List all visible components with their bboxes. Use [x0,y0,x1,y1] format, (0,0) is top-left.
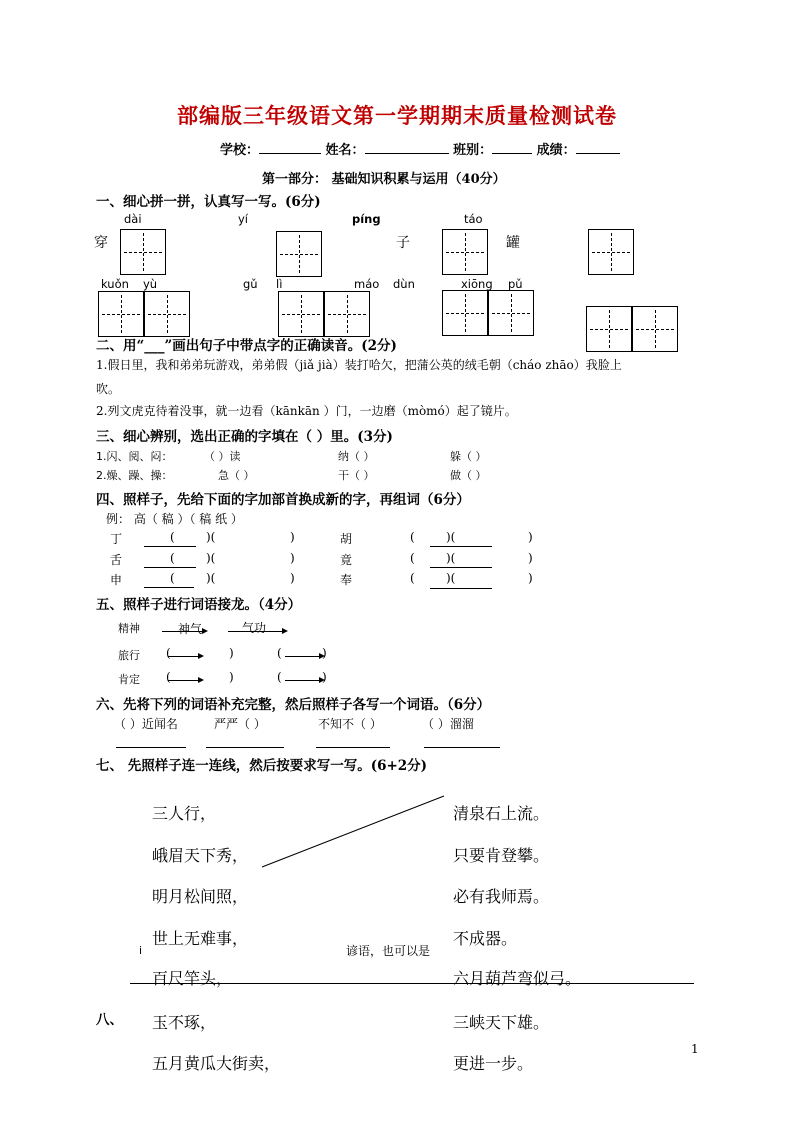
stray-char: i [139,944,143,957]
pinyin-ping: píng [352,212,381,226]
s5-example-1: 神气 [178,622,203,636]
pinyin-mao: máo [354,277,380,291]
paren: ( [277,646,282,660]
section4-example: 例： 高（ 稿 ）（ 稿 纸 ） [106,512,243,526]
paren: ( [410,530,415,544]
paren: ) [229,646,234,660]
paren: ) [290,551,295,565]
paren: )( [206,530,216,544]
score-label: 成绩： [536,143,576,158]
poem-left-line: 明月松间照， [152,887,249,906]
poem-left-line: 玉不琢， [152,1013,217,1032]
page-number: 1 [691,1042,699,1056]
section4-heading: 四、照样子，先给下面的字加部首换成新的字，再组词（6分） [96,492,470,508]
paren: ( [277,670,282,684]
paren: ) [322,646,327,660]
pinyin-yi: yí [238,212,249,226]
paren: )( [446,551,456,565]
section6-heading: 六、先将下列的词语补充完整，然后照样子各写一个词语。（6分） [96,697,491,713]
poem-right-line: 只要肯登攀。 [453,846,550,865]
section7-heading: 七、 先照样子连一连线，然后按要求写一写。(6+2分) [96,758,428,774]
s3-row2-c: 干（ ） [338,469,375,482]
s5-word: 旅行 [118,649,140,662]
char-zi: 子 [396,235,410,251]
poem-right-line: 更进一步。 [453,1054,534,1073]
paren: ( [170,571,175,585]
s4-char: 奉 [340,573,353,587]
s5-word: 精神 [118,622,140,635]
paren: ) [322,670,327,684]
section8-heading: 八、 [96,1012,123,1028]
s3-row2-b: 急（ ） [218,469,255,482]
pinyin-dai: dài [124,212,142,226]
paren: ) [528,530,533,544]
paren: )( [446,571,456,585]
poem-right-line: 清泉石上流。 [453,804,550,823]
paren: ) [528,551,533,565]
pinyin-gu: gǔ [243,277,258,291]
paren: ) [290,571,295,585]
section2-line1: 1.假日里，我和弟弟玩游戏，弟弟假（jiǎ jià）装打哈欠，把蒲公英的绒毛朝（cháo zhāo）我脸上 [96,358,622,372]
paren: ) [290,530,295,544]
section2-line2: 2.列文虎克待着没事，就一边看（kānkān ）门，一边磨（mòmó）起了镜片。 [96,404,517,418]
paren: ( [166,670,171,684]
page-title: 部编版三年级语文第一学期期末质量检测试卷 [177,103,617,128]
paren: ( [410,551,415,565]
section3-heading: 三、细心辨别，选出正确的字填在（ ）里。(3分) [96,429,393,445]
pinyin-xiong: xiōng [461,277,493,291]
paren: ( [166,646,171,660]
s6-item: 严严（ ） [214,717,266,731]
poem-right-line: 三峡天下雄。 [453,1013,550,1032]
s3-row2-d: 做（ ） [450,469,487,482]
stray-text: 谚语，也可以是 [346,944,431,958]
poem-left-line: 三人行， [152,804,217,823]
s4-char: 胡 [340,532,353,546]
paren: ( [170,551,175,565]
pinyin-li: lì [276,277,283,291]
s3-row1-b: （ ）读 [204,450,241,463]
class-label: 班别： [453,143,493,158]
pinyin-dun: dùn [393,277,415,291]
section2-line1b: 吹。 [96,382,121,396]
paren: )( [446,530,456,544]
section1-heading: 一、细心拼一拼，认真写一写。(6分) [96,194,321,210]
poem-right-line: 不成器。 [453,929,518,948]
pinyin-kuan: kuǒn [101,277,129,291]
s3-row1-c: 纳（ ） [338,450,375,463]
s5-example-2: 气功 [242,621,267,635]
s4-char: 丁 [110,532,123,546]
s4-char: 申 [110,573,123,587]
paren: ) [528,571,533,585]
char-chuan: 穿 [94,235,108,251]
s6-item: （ ）溜溜 [422,717,474,731]
paren: ( [410,571,415,585]
paren: ( [170,530,175,544]
name-label: 姓名： [325,143,365,158]
char-guan: 罐 [506,235,520,251]
s3-row1-d: 躲（ ） [450,450,487,463]
s3-row1-label: 1.闪、阅、闷： [96,450,173,463]
pinyin-yu: yù [143,277,158,291]
section2-heading: 二、用“___”画出句子中带点字的正确读音。(2分) [96,338,397,354]
s6-item: 不知不（ ） [318,717,382,731]
poem-right-line: 六月葫芦弯似弓。 [453,969,582,988]
poem-left-line: 世上无难事， [152,929,249,948]
s4-char: 竟 [340,553,353,567]
answer-line[interactable] [130,983,694,984]
pinyin-pu: pǔ [508,277,523,291]
school-label: 学校： [220,143,260,158]
s3-row2-label: 2.燥、躁、操： [96,469,173,482]
part1-heading: 第一部分： 基础知识积累与运用（40分） [262,172,506,187]
paren: ) [229,670,234,684]
poem-left-line: 五月黄瓜大街卖， [152,1054,281,1073]
paren: )( [206,551,216,565]
section5-heading: 五、照样子进行词语接龙。（4分） [96,597,302,613]
paren: )( [206,571,216,585]
s6-item: （ ）近闻名 [114,717,178,731]
s4-char: 舌 [110,553,123,567]
s5-word: 肯定 [118,673,140,686]
poem-left-line: 百尺竿头， [152,969,233,988]
pinyin-tao: táo [464,212,483,226]
poem-left-line: 峨眉天下秀， [152,846,249,865]
poem-right-line: 必有我师焉。 [453,887,550,906]
